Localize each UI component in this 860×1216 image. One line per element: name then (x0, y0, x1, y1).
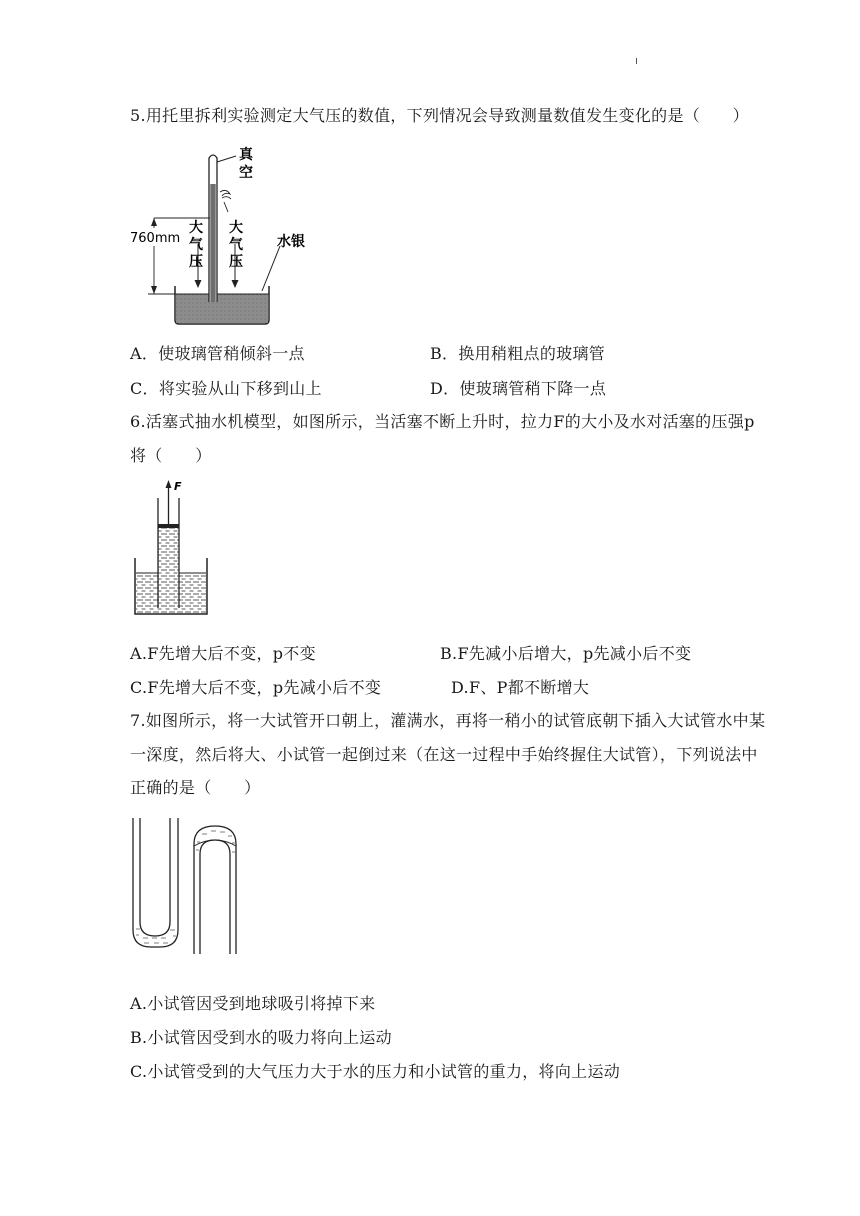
q7-option-a: A.小试管因受到地球吸引将掉下来 (130, 994, 376, 1013)
q7-stem-line2: 一深度，然后将大、小试管一起倒过来（在这一过程中手始终握住大试管），下列说法中 (130, 745, 758, 764)
mercury-in-trough (176, 294, 268, 323)
q5-torricelli-figure (128, 146, 308, 328)
q6-pump-figure (132, 478, 212, 618)
q5-option-c: C．将实验从山下移到山上 (130, 379, 322, 398)
vacuum-label-2: 空 (239, 165, 253, 181)
small-tube-inverted (200, 840, 230, 954)
q6-option-b: B.F先减小后增大，p先减小后不变 (440, 644, 692, 663)
force-label: F (174, 480, 182, 493)
q7-option-b: B.小试管因受到水的吸力将向上运动 (130, 1028, 392, 1047)
q7-stem-line1: 7.如图所示，将一大试管开口朝上，灌满水，再将一稍小的试管底朝下插入大试管水中某 (130, 711, 766, 730)
atm-right-2: 气 (229, 237, 243, 253)
q7-stem-line3: 正确的是（ ） (130, 778, 261, 797)
q5-stem: 5.用托里拆利实验测定大气压的数值，下列情况会导致测量数值发生变化的是（ ） (130, 106, 749, 125)
q6-option-c: C.F先增大后不变，p先减小后不变 (130, 678, 382, 697)
atm-left-3: 压 (189, 254, 203, 270)
q5-option-a: A．使玻璃管稍倾斜一点 (130, 344, 305, 363)
height-label: 760mm (130, 231, 181, 246)
water-column (158, 528, 179, 608)
q7-test-tubes-figure (130, 814, 242, 956)
q6-stem-line2: 将（ ） (130, 446, 212, 465)
small-tube-inserted (140, 818, 170, 936)
q7-option-c: C.小试管受到的大气压力大于水的压力和小试管的重力，将向上运动 (130, 1062, 621, 1081)
q6-option-a: A.F先增大后不变，p不变 (130, 644, 316, 663)
page-mark (636, 58, 637, 64)
q6-stem-line1: 6.活塞式抽水机模型，如图所示，当活塞不断上升时，拉力F的大小及水对活塞的压强p (130, 412, 755, 431)
q5-option-b: B．换用稍粗点的玻璃管 (430, 344, 606, 363)
mercury-label: 水银 (277, 234, 305, 250)
atm-right-1: 大 (229, 220, 243, 236)
atm-left-2: 气 (189, 237, 203, 253)
piston (158, 524, 179, 528)
atm-right-3: 压 (229, 254, 243, 270)
q6-option-d: D.F、P都不断增大 (451, 678, 590, 697)
q5-option-d: D．使玻璃管稍下降一点 (430, 379, 607, 398)
vacuum-label-1: 真 (239, 147, 253, 163)
atm-left-1: 大 (189, 220, 203, 236)
